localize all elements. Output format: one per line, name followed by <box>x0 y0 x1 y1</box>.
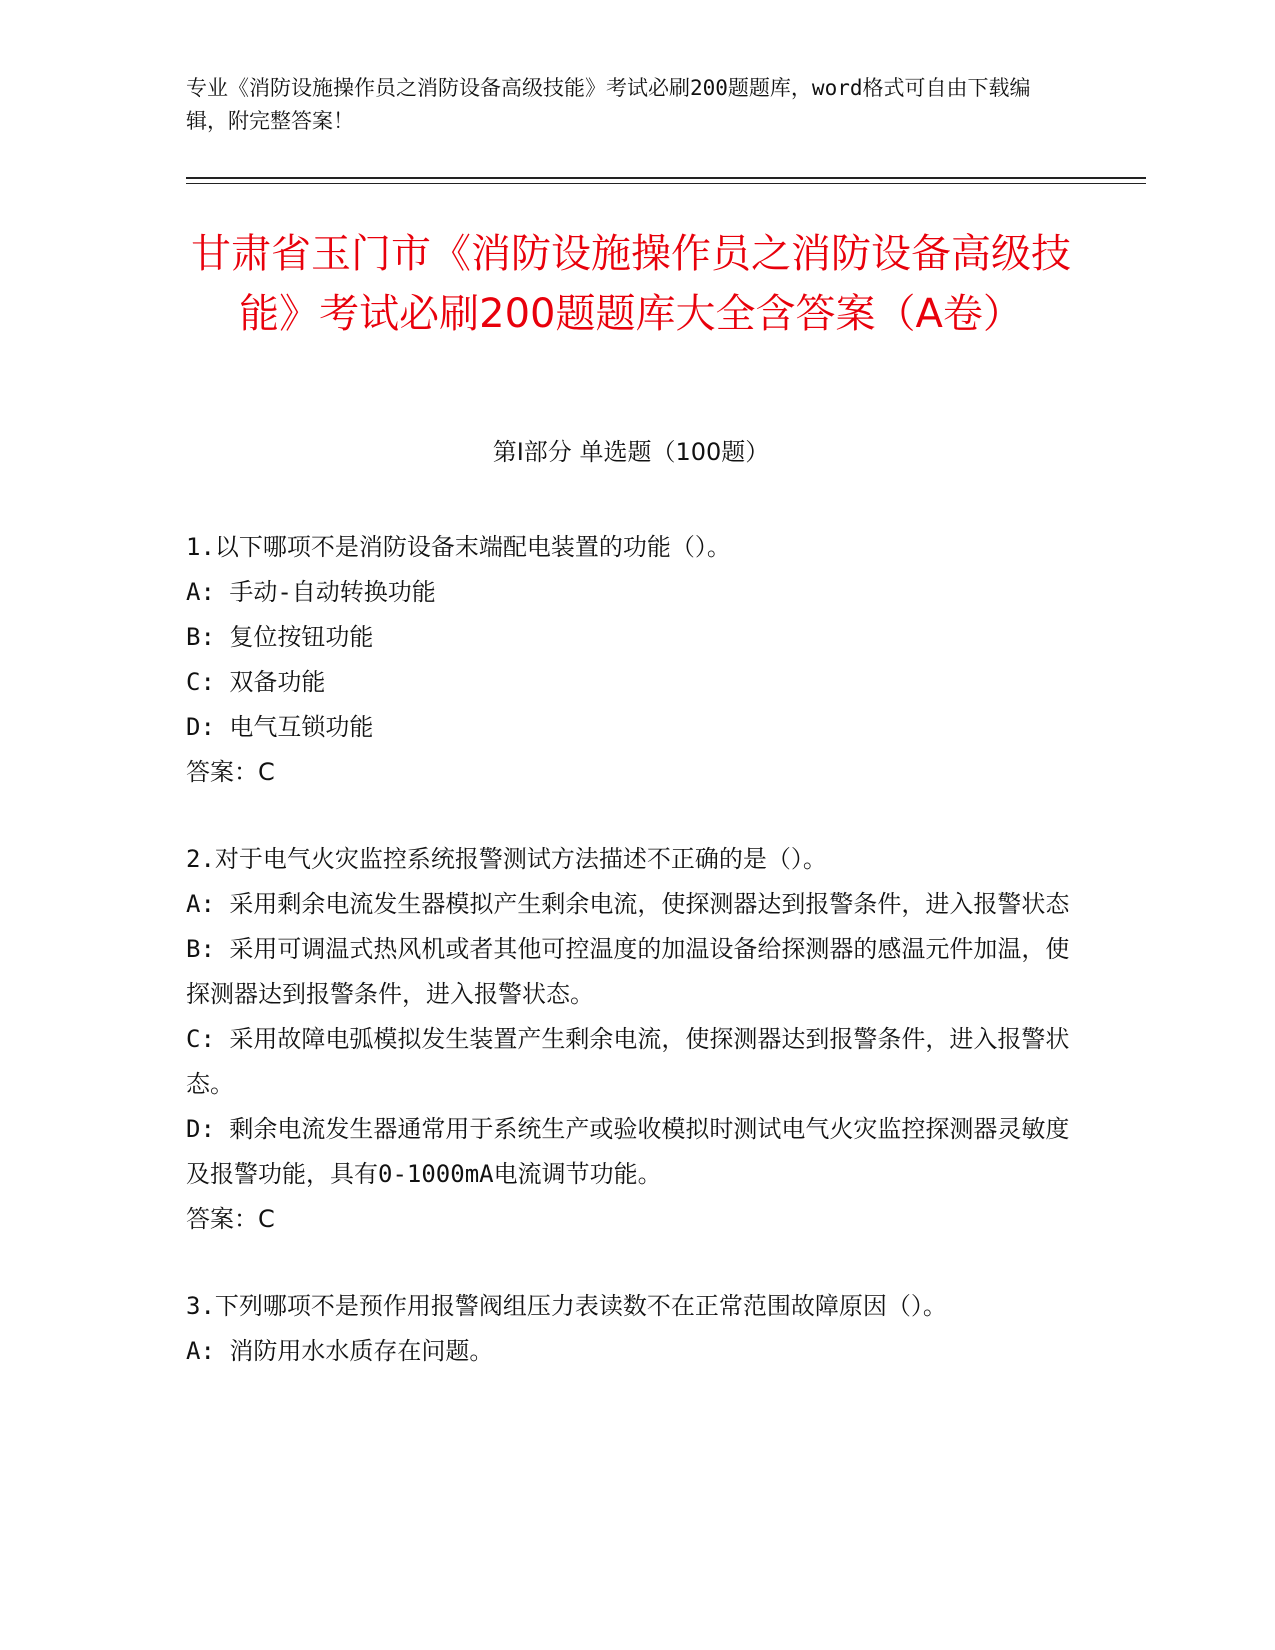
option-a: A: 手动-自动转换功能 <box>186 578 436 606</box>
answer: 答案：C <box>186 1205 275 1233</box>
option-a: A: 消防用水水质存在问题。 <box>186 1337 494 1365</box>
option-c: C: 双备功能 <box>186 668 326 696</box>
header-divider-thick <box>186 177 1146 179</box>
question-2 <box>186 837 1076 1242</box>
section-heading: 第Ⅰ部分 单选题（100题） <box>492 438 770 466</box>
question-stem: 1.以下哪项不是消防设备末端配电装置的功能（）。 <box>186 533 731 561</box>
question-1 <box>186 525 1076 795</box>
header-divider-thin <box>186 183 1146 184</box>
option-d: D: 电气互锁功能 <box>186 713 374 741</box>
question-stem: 3.下列哪项不是预作用报警阀组压力表读数不在正常范围故障原因（）。 <box>186 1292 947 1320</box>
option-d: D: 剩余电流发生器通常用于系统生产或验收模拟时测试电气火灾监控探测器灵敏度及报警功能，具有0-1000mA电流调节功能。 <box>186 1115 1070 1188</box>
option-c: C: 采用故障电弧模拟发生装置产生剩余电流，使探测器达到报警条件，进入报警状态。 <box>186 1025 1070 1098</box>
option-b: B: 复位按钮功能 <box>186 623 374 651</box>
answer: 答案：C <box>186 758 275 786</box>
option-b: B: 采用可调温式热风机或者其他可控温度的加温设备给探测器的感温元件加温，使探测器达到报警条件，进入报警状态。 <box>186 935 1070 1008</box>
header-note: 专业《消防设施操作员之消防设备高级技能》考试必刷200题题库，word格式可自由下载编辑，附完整答案！ <box>186 76 1031 133</box>
question-list <box>186 525 1076 1416</box>
document-title: 甘肃省玉门市《消防设施操作员之消防设备高级技能》考试必刷200题题库大全含答案（A卷） <box>191 231 1071 337</box>
question-stem: 2.对于电气火灾监控系统报警测试方法描述不正确的是（）。 <box>186 845 827 873</box>
question-3 <box>186 1284 1076 1374</box>
option-a: A: 采用剩余电流发生器模拟产生剩余电流，使探测器达到报警条件，进入报警状态 <box>186 890 1070 918</box>
